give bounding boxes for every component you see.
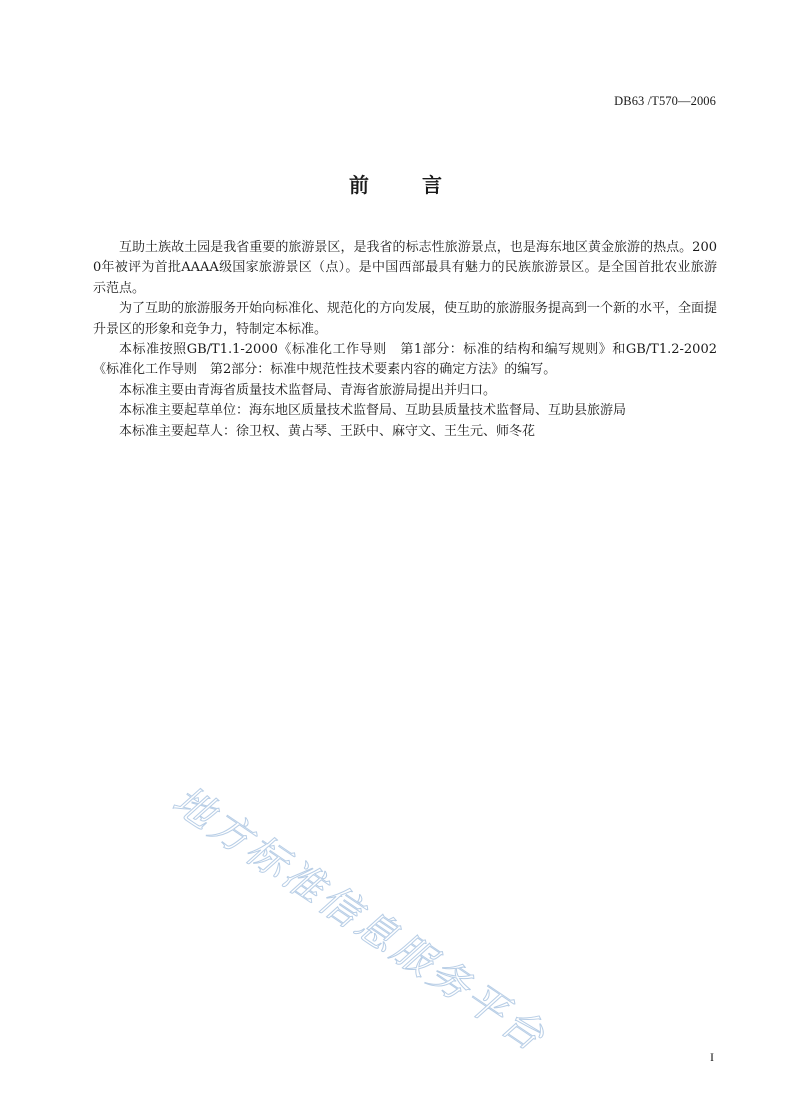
page-title bbox=[0, 169, 792, 198]
paragraph-purpose: 为了互助的旅游服务开始向标准化、规范化的方向发展，使互助的旅游服务提高到一个新的水平，全面提升景区的形象和竞争力，特制定本标准。 bbox=[93, 301, 718, 337]
document-code: DB63 /T570—2006 bbox=[614, 94, 716, 108]
paragraph-basis: 本标准按照GB/T1.1-2000《标准化工作导则 第1部分：标准的结构和编写规则》和GB/T1.2-2002《标准化工作导则 第2部分：标准中规范性技术要素内容的确定方法》的编写。 bbox=[93, 342, 717, 378]
page-title-char-1: 前 bbox=[349, 173, 370, 197]
paragraph-drafters: 本标准主要起草人：徐卫权、黄占琴、王跃中、麻守文、王生元、师冬花 bbox=[119, 423, 536, 439]
paragraph-proposer: 本标准主要由青海省质量技术监督局、青海省旅游局提出并归口。 bbox=[119, 382, 497, 398]
paragraph-drafting-units: 本标准主要起草单位：海东地区质量技术监督局、互助县质量技术监督局、互助县旅游局 bbox=[119, 403, 627, 419]
paragraph-intro: 互助土族故土园是我省重要的旅游景区，是我省的标志性旅游景点，也是海东地区黄金旅游的热点。2000年被评为首批AAAA级国家旅游景区（点）。是中国西部最具有魅力的民族旅游景区。是全国首批农业旅游示范点。 bbox=[93, 240, 717, 296]
page-title-char-2: 言 bbox=[422, 173, 443, 197]
foreword-body bbox=[93, 238, 717, 442]
watermark: 地方标准信息服务平台 bbox=[164, 777, 555, 1062]
page-number: I bbox=[710, 1050, 714, 1064]
